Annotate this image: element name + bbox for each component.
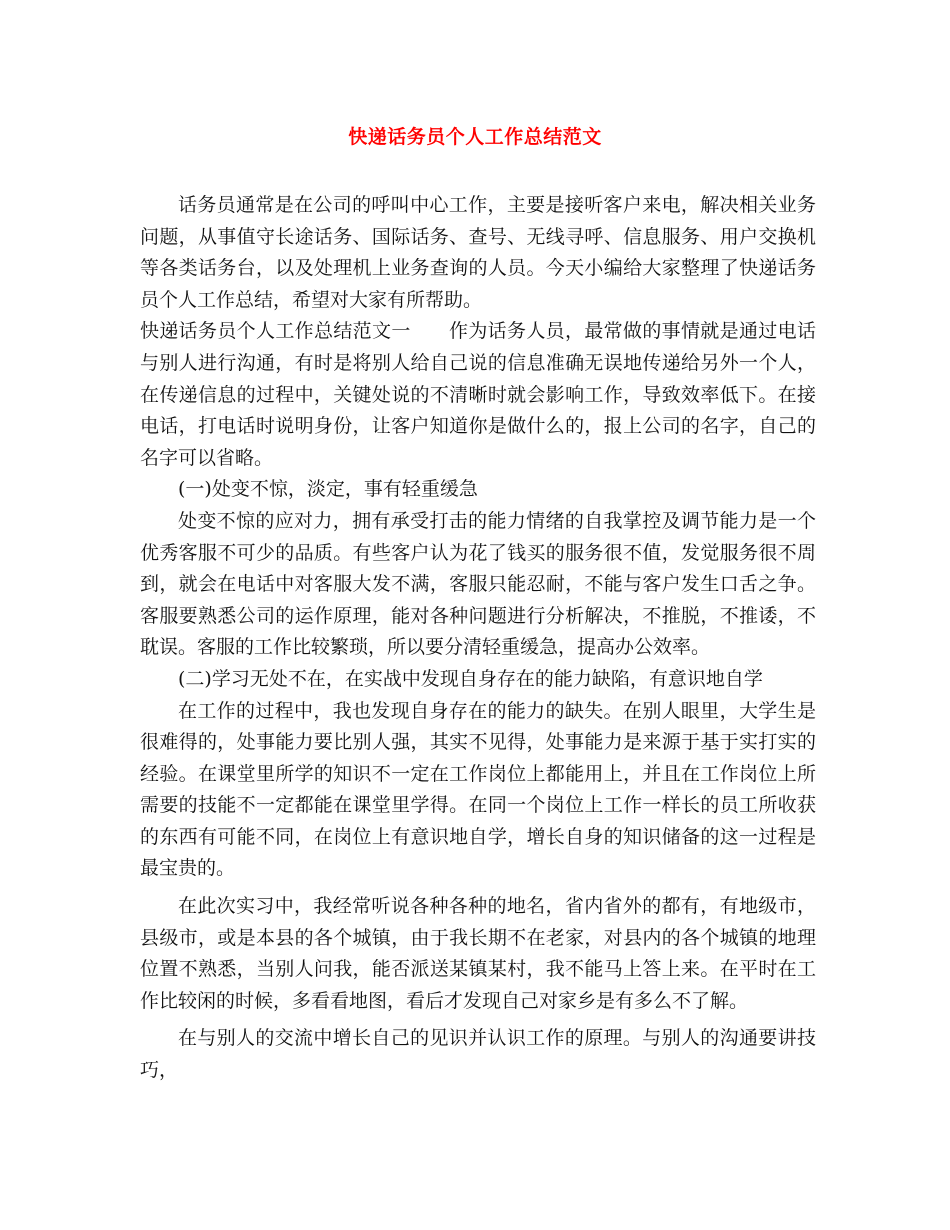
communication-paragraph: 在与别人的交流中增长自己的见识并认识工作的原理。与别人的沟通要讲技巧， xyxy=(140,1027,816,1082)
section-heading: 快递话务员个人工作总结范文一 xyxy=(140,320,411,343)
section-body: 作为话务人员，最常做的事情就是通过电话与别人进行沟通，有时是将别人给自己说的信息准确无误地传递给另外一个人，在传递信息的过程中，关键处说的不清晰时就会影响工作，导致效率低下。在接电话，打电话时说明身份，让客户知道你是做什么的，报上公司的名字，自己的名字可以省略。 xyxy=(140,320,816,469)
section-one-paragraph xyxy=(140,316,816,474)
intro-paragraph: 话务员通常是在公司的呼叫中心工作，主要是接听客户来电，解决相关业务问题，从事值守长途话务、国际话务、查号、无线寻呼、信息服务、用户交换机等各类话务台，以及处理机上业务查询的人员。今天小编给大家整理了快递话务员个人工作总结，希望对大家有所帮助。 xyxy=(140,194,816,311)
point-two-heading: (二)学习无处不在，在实战中发现自身存在的能力缺陷，有意识地自学 xyxy=(178,667,763,690)
point-one-body: 处变不惊的应对力，拥有承受打击的能力情绪的自我掌控及调节能力是一个优秀客服不可少的品质。有些客户认为花了钱买的服务很不值，发觉服务很不周到，就会在电话中对客服大发不满，客服只能忍耐，不能与客户发生口舌之争。客服要熟悉公司的运作原理，能对各种问题进行分析解决，不推脱，不推诿，不耽误。客服的工作比较繁琐，所以要分清轻重缓急，提高办公效率。 xyxy=(140,509,816,659)
point-two-body: 在工作的过程中，我也发现自身存在的能力的缺失。在别人眼里，大学生是很难得的，处事能力要比别人强，其实不见得，处事能力是来源于基于实打实的经验。在课堂里所学的知识不一定在工作岗位上都能用上，并且在工作岗位上所需要的技能不一定都能在课堂里学得。在同一个岗位上工作一样长的员工所收获的东西有可能不同，在岗位上有意识地自学，增长自身的知识储备的这一过程是最宝贵的。 xyxy=(140,699,816,880)
internship-paragraph: 在此次实习中，我经常听说各种各种的地名，省内省外的都有，有地级市，县级市，或是本县的各个城镇，由于我长期不在老家，对县内的各个城镇的地理位置不熟悉，当别人问我，能否派送某镇某村，我不能马上答上来。在平时在工作比较闲的时候，多看看地图，看后才发现自己对家乡是有多么不了解。 xyxy=(140,895,816,1012)
point-one-heading: (一)处变不惊，淡定，事有轻重缓急 xyxy=(178,478,478,501)
document-title: 快递话务员个人工作总结范文 xyxy=(348,126,602,148)
document-body xyxy=(140,190,816,1087)
